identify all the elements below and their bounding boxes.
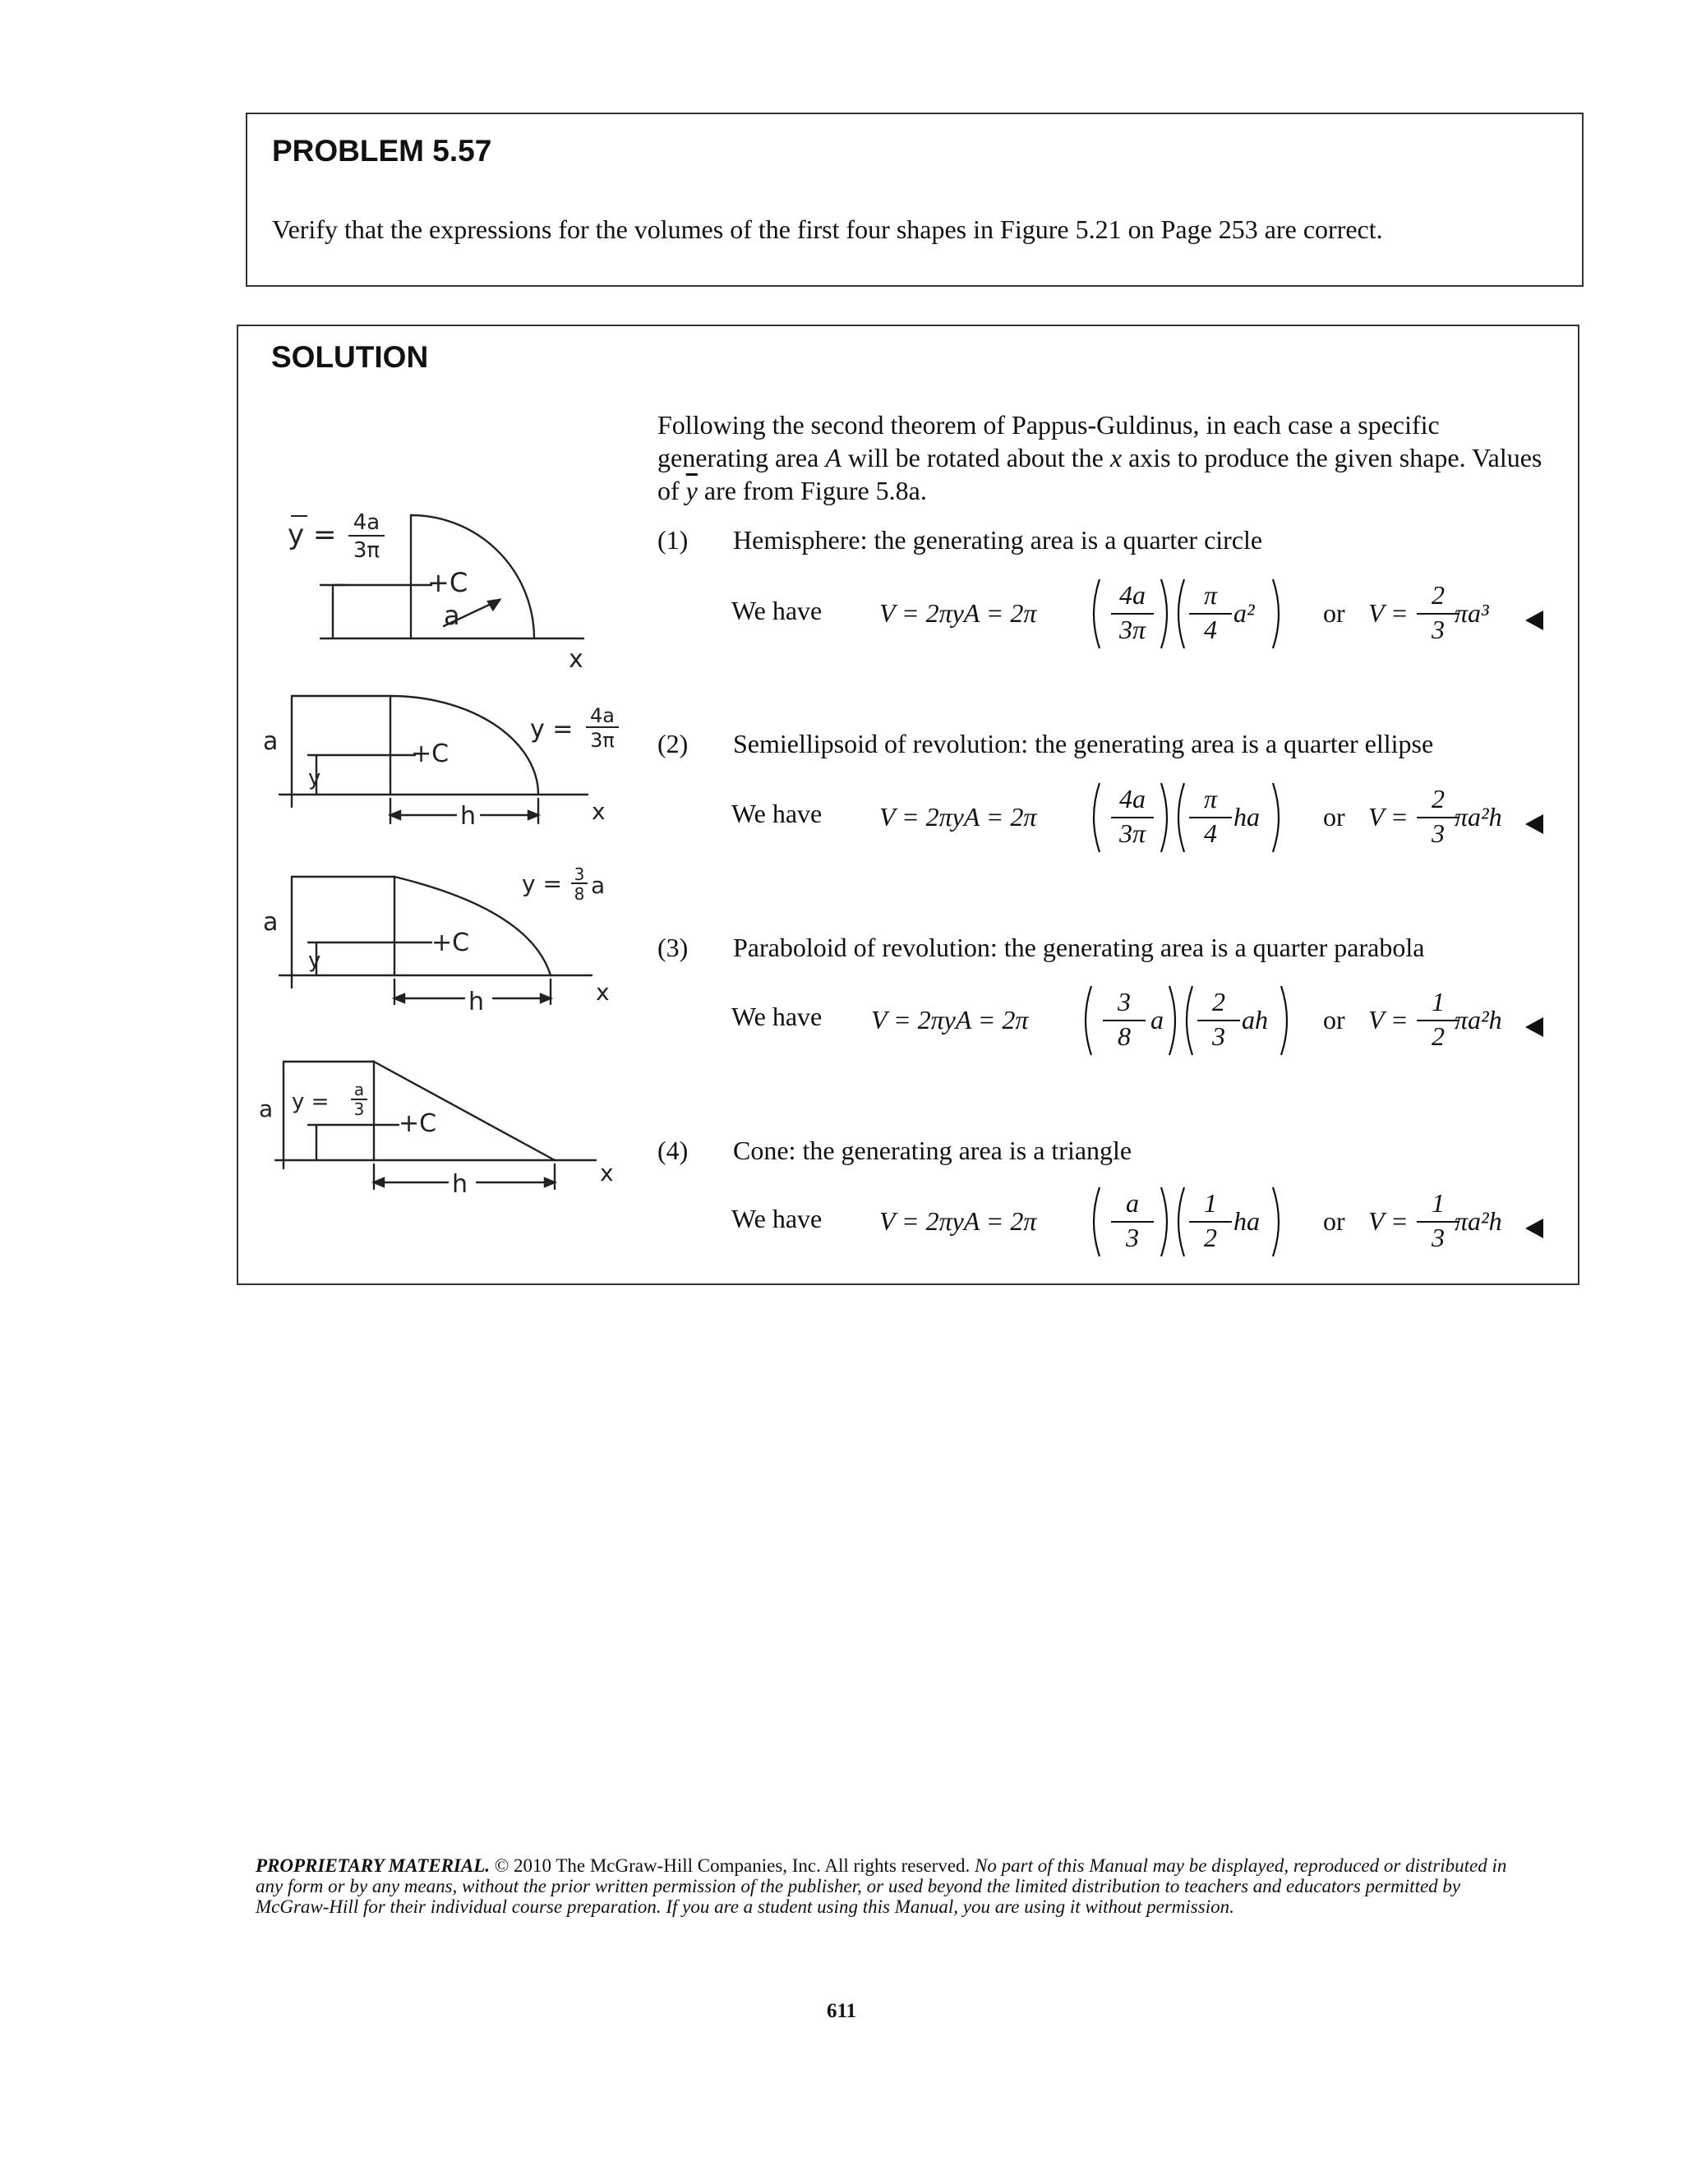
solution-intro: Following the second theorem of Pappus-Guldinus, in each case a specific generating area A will be rotated about the x axis to produce the given shape. Values of $\overline{y}$ are from Figure 5.8a. <box>657 410 1542 505</box>
svg-text:π: π <box>1203 580 1218 610</box>
case-3-result <box>1323 979 1561 1062</box>
svg-text:2: 2 <box>1432 784 1445 813</box>
svg-text:4a: 4a <box>1119 580 1146 610</box>
page-number: 611 <box>826 2000 857 2022</box>
case-1-equation <box>879 573 1307 655</box>
x-label: x <box>569 645 583 667</box>
case-4-we-have: We have <box>731 1204 823 1233</box>
svg-text:π: π <box>1203 784 1218 813</box>
svg-text:3π: 3π <box>590 729 615 752</box>
svg-text:3π: 3π <box>1118 818 1146 848</box>
svg-text:a: a <box>591 872 606 899</box>
case-1-result <box>1323 573 1561 655</box>
svg-text:ah: ah <box>1242 1005 1268 1034</box>
svg-text:+C: +C <box>399 1109 437 1138</box>
fraction <box>1417 784 1459 848</box>
answer-marker-icon <box>1525 1219 1543 1238</box>
or-word: or <box>1323 1206 1345 1236</box>
equation-lhs: V = 2πyA = 2π <box>871 1005 1029 1034</box>
equation-lhs: V = 2πyA = 2π <box>879 802 1037 832</box>
svg-text:3π: 3π <box>353 538 380 563</box>
svg-text:πa²h: πa²h <box>1455 1005 1502 1034</box>
or-word: or <box>1323 598 1345 628</box>
problem-statement: Verify that the expressions for the volumes of the first four shapes in Figure 5.21 on Page 253 are correct. <box>272 214 1383 244</box>
svg-text:2: 2 <box>1204 1223 1217 1252</box>
svg-text:πa³: πa³ <box>1455 598 1489 628</box>
case-2-result <box>1323 776 1561 859</box>
svg-text:3: 3 <box>1126 1223 1139 1252</box>
svg-text:ha: ha <box>1233 802 1260 832</box>
solution-title: SOLUTION <box>271 340 429 374</box>
svg-text:y =: y = <box>530 715 574 744</box>
answer-marker-icon <box>1525 814 1543 834</box>
svg-text:4a: 4a <box>590 704 615 727</box>
svg-text:3: 3 <box>1212 1021 1225 1051</box>
svg-text:y: y <box>308 948 321 973</box>
case-2-equation <box>879 776 1307 859</box>
svg-text:h: h <box>452 1170 468 1197</box>
svg-text:2: 2 <box>1212 987 1225 1016</box>
case-1-we-have: We have <box>731 596 823 625</box>
diagram-quarter-circle <box>271 495 616 667</box>
problem-box <box>246 113 1584 287</box>
answer-marker-icon <box>1525 611 1543 630</box>
case-4-equation <box>879 1181 1307 1263</box>
answer-marker-icon <box>1525 1017 1543 1037</box>
svg-text:V =: V = <box>1368 598 1409 628</box>
fraction <box>1189 784 1232 848</box>
svg-text:4: 4 <box>1204 615 1217 644</box>
svg-text:3: 3 <box>1432 615 1445 644</box>
svg-text:3: 3 <box>353 1099 365 1119</box>
fraction <box>1103 987 1146 1051</box>
svg-text:h: h <box>468 988 485 1016</box>
fraction <box>1111 784 1154 848</box>
fraction <box>1417 987 1459 1051</box>
svg-text:3: 3 <box>574 864 585 884</box>
equation-lhs: V = 2πyA = 2π <box>879 598 1037 628</box>
case-3-we-have: We have <box>731 1002 823 1031</box>
centroid-label: +C <box>427 567 468 598</box>
or-word: or <box>1323 802 1345 832</box>
svg-text:a²: a² <box>1233 598 1255 628</box>
copyright-footer: PROPRIETARY MATERIAL. © 2010 The McGraw-Hill Companies, Inc. All rights reserved. No part of this Manual may be displayed, reproduced or distributed in any form or by any means, without the prior written permission of the publisher, or used beyond the limited distribution to teachers and educators permitted by McGraw-Hill for their individual course preparation. If you are a student using this Manual, you are using it without permission. <box>256 1855 1507 1917</box>
radius-label: a <box>444 600 460 631</box>
diagram-quarter-ellipse <box>259 680 620 844</box>
fraction <box>1417 580 1459 644</box>
or-word: or <box>1323 1005 1345 1034</box>
svg-text:+C: +C <box>431 928 470 957</box>
case-4-result <box>1323 1181 1561 1263</box>
svg-text:3: 3 <box>1432 1223 1445 1252</box>
svg-text:a: a <box>263 908 279 937</box>
svg-text:1: 1 <box>1204 1188 1217 1218</box>
fraction <box>1197 987 1240 1051</box>
svg-text:y: y <box>308 766 321 790</box>
svg-text:x: x <box>600 1159 614 1186</box>
fraction <box>1189 580 1232 644</box>
ybar-label: y = <box>288 518 337 551</box>
diagram-triangle <box>259 1049 620 1197</box>
svg-text:a: a <box>259 1095 274 1122</box>
fraction <box>1189 1188 1232 1252</box>
case-2-we-have: We have <box>731 799 823 828</box>
svg-text:3: 3 <box>1432 818 1445 848</box>
fraction <box>1111 1188 1154 1252</box>
svg-text:y =: y = <box>292 1090 330 1114</box>
svg-text:+C: +C <box>411 740 450 768</box>
svg-text:a: a <box>1150 1005 1164 1034</box>
svg-text:x: x <box>596 979 610 1006</box>
svg-text:πa²h: πa²h <box>1455 802 1502 832</box>
svg-text:4a: 4a <box>353 510 380 535</box>
case-3-equation <box>871 979 1307 1062</box>
solution-box: SOLUTION Following the second theorem of Pappus-Guldinus, in each case a specific generating area A will be rotated about the x axis to produce the given shape. Values of $\overline{y}$ are from Figure 5.8a. (1) Hemisphere: the generating area is a quarter circle We have V = 2πyA = 2π 4a 3π π 4 a² or V = 2 3 πa³ (2) Semiellipsoid of revolution: the generating area is a quarter ellipse We have V = 2πyA = 2π 4a 3π π 4 ha or V = 2 3 πa²h (3) Paraboloid of revolution: the generating area is a quarter parabola We have V = 2πyA = 2π 3 8 a 2 3 ah or V = 1 2 πa²h (4) Cone: the generating area is a triangle We have V = 2πyA = 2π a 3 1 2 ha or V = 1 3 πa²h y = 4a 3π +C a x a y +C h x y = 4a 3π a y +C h x y = 3 8 a a y = a 3 +C h x <box>237 325 1579 1285</box>
svg-text:8: 8 <box>574 884 585 904</box>
svg-text:3: 3 <box>1118 987 1131 1016</box>
svg-text:h: h <box>460 802 477 831</box>
svg-text:πa²h: πa²h <box>1455 1206 1502 1236</box>
svg-text:2: 2 <box>1432 1021 1445 1051</box>
svg-text:x: x <box>592 798 606 825</box>
svg-text:3π: 3π <box>1118 615 1146 644</box>
svg-text:a: a <box>353 1080 365 1099</box>
svg-text:4a: 4a <box>1119 784 1146 813</box>
fraction <box>1417 1188 1459 1252</box>
svg-text:4: 4 <box>1204 818 1217 848</box>
svg-text:V =: V = <box>1368 802 1409 832</box>
svg-text:2: 2 <box>1432 580 1445 610</box>
svg-text:1: 1 <box>1432 1188 1445 1218</box>
svg-text:1: 1 <box>1432 987 1445 1016</box>
svg-text:a: a <box>1126 1188 1139 1218</box>
problem-title: PROBLEM 5.57 <box>272 134 492 168</box>
svg-text:V =: V = <box>1368 1206 1409 1236</box>
svg-text:ha: ha <box>1233 1206 1260 1236</box>
svg-text:a: a <box>263 727 279 756</box>
svg-text:8: 8 <box>1118 1021 1131 1051</box>
svg-text:V =: V = <box>1368 1005 1409 1034</box>
fraction <box>1111 580 1154 644</box>
svg-text:y =: y = <box>522 870 562 897</box>
equation-lhs: V = 2πyA = 2π <box>879 1206 1037 1236</box>
diagram-quarter-parabola <box>259 852 620 1025</box>
